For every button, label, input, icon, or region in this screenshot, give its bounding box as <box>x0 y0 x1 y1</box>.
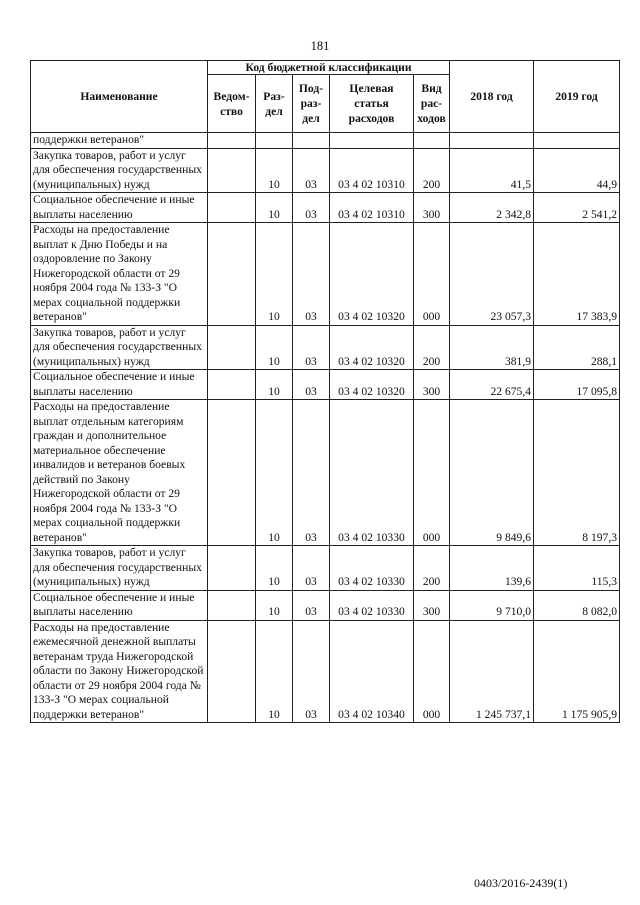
cell-name: поддержки ветеранов" <box>31 133 208 149</box>
cell-2018: 1 245 737,1 <box>450 620 534 723</box>
cell-target: 03 4 02 10340 <box>330 620 414 723</box>
cell-2019: 8 197,3 <box>534 400 620 546</box>
cell-2019 <box>534 133 620 149</box>
table-row <box>31 223 620 326</box>
cell-name: Закупка товаров, работ и услуг для обеспечения государственных (муниципальных) нужд <box>31 325 208 370</box>
cell-vedomstvo <box>208 370 256 400</box>
header-2019: 2019 год <box>534 61 620 133</box>
cell-podrazdel: 03 <box>293 546 330 591</box>
cell-name: Закупка товаров, работ и услуг для обеспечения государственных (муниципальных) нужд <box>31 546 208 591</box>
cell-2018: 381,9 <box>450 325 534 370</box>
cell-podrazdel: 03 <box>293 590 330 620</box>
cell-target <box>330 133 414 149</box>
cell-2018: 139,6 <box>450 546 534 591</box>
cell-razdel: 10 <box>256 223 293 326</box>
cell-vedomstvo <box>208 133 256 149</box>
cell-name: Расходы на предоставление выплат отдельным категориям граждан и дополнительное материальное обеспечение инвалидов и ветеранов боевых действий по Закону Нижегородской области от 29 ноября 2004 года № 133-З "О мерах социальной поддержки ветеранов" <box>31 400 208 546</box>
table-row <box>31 133 620 149</box>
table-row <box>31 148 620 193</box>
cell-2019: 17 383,9 <box>534 223 620 326</box>
cell-name: Расходы на предоставление ежемесячной денежной выплаты ветеранам труда Нижегородской области по Закону Нижегородской области от 29 ноября 2004 года № 133-З "О мерах социальной поддержки ветеранов" <box>31 620 208 723</box>
cell-vid: 300 <box>414 370 450 400</box>
cell-vid: 300 <box>414 193 450 223</box>
table-row <box>31 400 620 546</box>
cell-vedomstvo <box>208 546 256 591</box>
cell-podrazdel: 03 <box>293 193 330 223</box>
cell-vedomstvo <box>208 400 256 546</box>
table-row <box>31 325 620 370</box>
cell-podrazdel: 03 <box>293 148 330 193</box>
cell-vedomstvo <box>208 223 256 326</box>
table-row <box>31 546 620 591</box>
cell-target: 03 4 02 10320 <box>330 370 414 400</box>
budget-table <box>30 60 620 723</box>
header-razdel: Раз- дел <box>256 75 293 133</box>
cell-2018: 9 710,0 <box>450 590 534 620</box>
cell-2019: 2 541,2 <box>534 193 620 223</box>
cell-vid: 000 <box>414 223 450 326</box>
cell-target: 03 4 02 10310 <box>330 193 414 223</box>
cell-2019: 17 095,8 <box>534 370 620 400</box>
cell-2018: 2 342,8 <box>450 193 534 223</box>
cell-2018: 9 849,6 <box>450 400 534 546</box>
header-budget-code-group: Код бюджетной классификации <box>208 61 450 75</box>
document-code: 0403/2016-2439(1) <box>474 876 568 890</box>
cell-vid: 300 <box>414 590 450 620</box>
cell-podrazdel: 03 <box>293 620 330 723</box>
cell-2019: 8 082,0 <box>534 590 620 620</box>
cell-vedomstvo <box>208 148 256 193</box>
cell-vedomstvo <box>208 590 256 620</box>
cell-podrazdel: 03 <box>293 325 330 370</box>
cell-vid: 200 <box>414 148 450 193</box>
cell-target: 03 4 02 10320 <box>330 325 414 370</box>
cell-podrazdel: 03 <box>293 370 330 400</box>
cell-target: 03 4 02 10330 <box>330 590 414 620</box>
cell-vedomstvo <box>208 193 256 223</box>
cell-2019: 1 175 905,9 <box>534 620 620 723</box>
cell-2019: 288,1 <box>534 325 620 370</box>
cell-2018: 23 057,3 <box>450 223 534 326</box>
cell-vid: 000 <box>414 620 450 723</box>
cell-vid: 000 <box>414 400 450 546</box>
cell-target: 03 4 02 10330 <box>330 546 414 591</box>
cell-razdel: 10 <box>256 620 293 723</box>
cell-name: Социальное обеспечение и иные выплаты населению <box>31 193 208 223</box>
table-row <box>31 370 620 400</box>
cell-razdel: 10 <box>256 546 293 591</box>
cell-razdel: 10 <box>256 590 293 620</box>
cell-razdel: 10 <box>256 370 293 400</box>
cell-vid: 200 <box>414 325 450 370</box>
cell-name: Социальное обеспечение и иные выплаты населению <box>31 370 208 400</box>
table-row <box>31 620 620 723</box>
cell-2019: 115,3 <box>534 546 620 591</box>
cell-podrazdel: 03 <box>293 400 330 546</box>
cell-podrazdel: 03 <box>293 223 330 326</box>
cell-razdel <box>256 133 293 149</box>
cell-vid <box>414 133 450 149</box>
cell-2018 <box>450 133 534 149</box>
page-number: 181 <box>310 39 330 53</box>
cell-2018: 41,5 <box>450 148 534 193</box>
cell-name: Закупка товаров, работ и услуг для обеспечения государственных (муниципальных) нужд <box>31 148 208 193</box>
cell-target: 03 4 02 10330 <box>330 400 414 546</box>
table-row <box>31 193 620 223</box>
cell-vid: 200 <box>414 546 450 591</box>
cell-2019: 44,9 <box>534 148 620 193</box>
cell-razdel: 10 <box>256 193 293 223</box>
cell-name: Социальное обеспечение и иные выплаты населению <box>31 590 208 620</box>
cell-razdel: 10 <box>256 400 293 546</box>
header-2018: 2018 год <box>450 61 534 133</box>
cell-target: 03 4 02 10320 <box>330 223 414 326</box>
header-target: Целевая статья расходов <box>330 75 414 133</box>
header-podrazdel: Под- раз- дел <box>293 75 330 133</box>
header-vid: Вид рас- ходов <box>414 75 450 133</box>
cell-vedomstvo <box>208 620 256 723</box>
cell-podrazdel <box>293 133 330 149</box>
cell-target: 03 4 02 10310 <box>330 148 414 193</box>
cell-name: Расходы на предоставление выплат к Дню Победы и на оздоровление по Закону Нижегородской области от 29 ноября 2004 года № 133-З "О мерах социальной поддержки ветеранов" <box>31 223 208 326</box>
cell-2018: 22 675,4 <box>450 370 534 400</box>
header-name: Наименование <box>31 61 208 133</box>
cell-vedomstvo <box>208 325 256 370</box>
table-body <box>31 133 620 723</box>
cell-razdel: 10 <box>256 148 293 193</box>
table-row <box>31 590 620 620</box>
cell-razdel: 10 <box>256 325 293 370</box>
header-vedomstvo: Ведом- ство <box>208 75 256 133</box>
